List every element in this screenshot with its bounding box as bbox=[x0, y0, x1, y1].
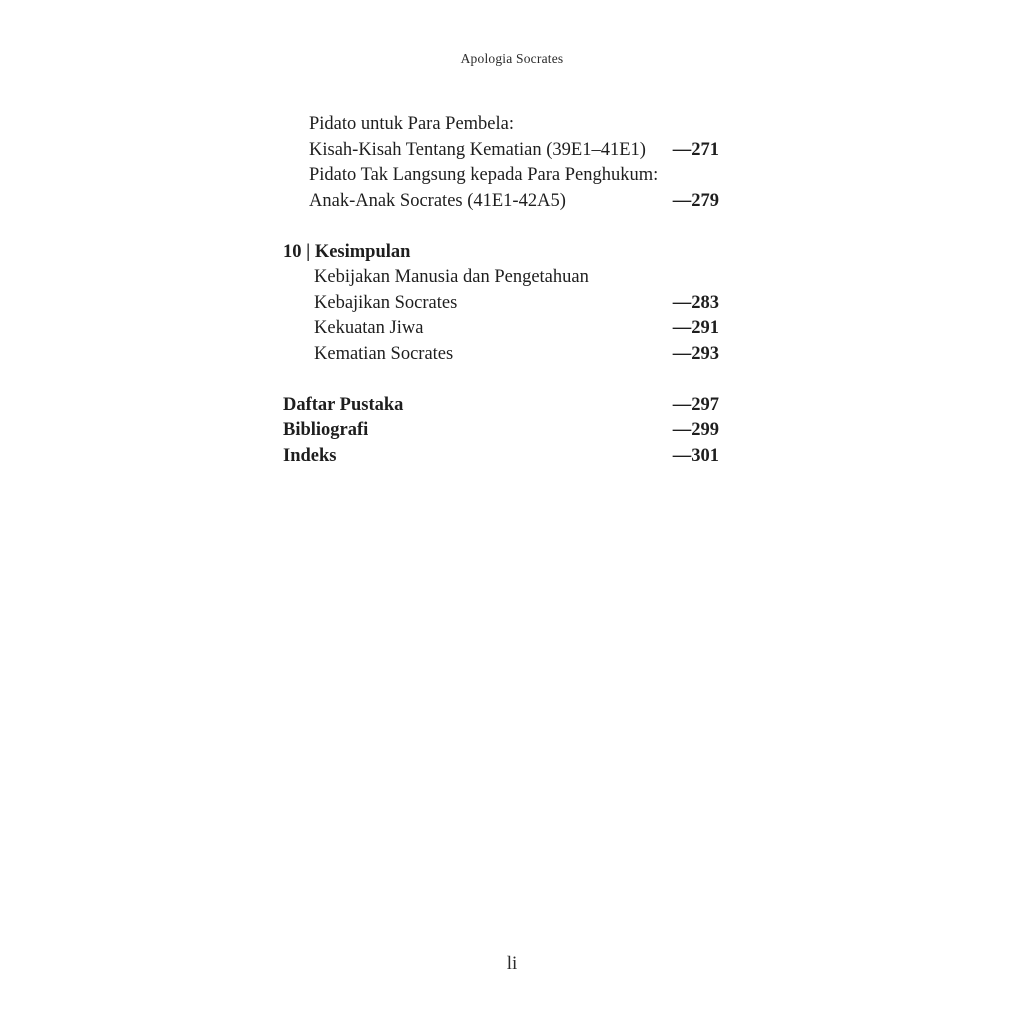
chapter-heading-title: 10 | Kesimpulan bbox=[283, 241, 411, 262]
section-spacer bbox=[283, 214, 719, 240]
section-spacer bbox=[283, 367, 719, 393]
toc-entry[interactable] bbox=[283, 316, 719, 342]
toc-entry-title: Indeks bbox=[283, 445, 337, 466]
page-number: li bbox=[506, 953, 518, 974]
toc-entry-page: —291 bbox=[672, 318, 719, 338]
toc-entry-page: —297 bbox=[672, 394, 719, 415]
toc-entry-page: —283 bbox=[672, 292, 719, 313]
toc-entry-title: Daftar Pustaka bbox=[283, 394, 404, 415]
toc-entry[interactable] bbox=[283, 265, 719, 291]
toc-entry-title: Kebajikan Socrates bbox=[314, 292, 458, 313]
toc-entry[interactable] bbox=[283, 444, 719, 470]
running-head: Apologia Socrates bbox=[460, 51, 564, 66]
toc-entry-title: Bibliografi bbox=[283, 420, 369, 440]
toc-entry[interactable] bbox=[283, 189, 719, 215]
toc-entry-title: Pidato untuk Para Pembela: bbox=[309, 114, 515, 134]
toc-entry[interactable] bbox=[283, 138, 719, 164]
table-of-contents bbox=[283, 112, 719, 469]
toc-entry[interactable] bbox=[283, 418, 719, 444]
toc-entry[interactable] bbox=[283, 393, 719, 419]
toc-entry[interactable] bbox=[283, 112, 719, 138]
toc-entry-title: Pidato Tak Langsung kepada Para Penghukum: bbox=[309, 165, 659, 185]
toc-entry-title: Kematian Socrates bbox=[314, 343, 454, 364]
toc-entry[interactable] bbox=[283, 163, 719, 189]
toc-entry-title: Kekuatan Jiwa bbox=[314, 318, 424, 338]
toc-entry-title: Kebijakan Manusia dan Pengetahuan bbox=[314, 267, 589, 287]
toc-entry-title: Anak-Anak Socrates (41E1-42A5) bbox=[309, 190, 566, 211]
toc-entry-page: —301 bbox=[672, 445, 719, 466]
toc-entry[interactable] bbox=[283, 291, 719, 317]
toc-entry-title: Kisah-Kisah Tentang Kematian (39E1–41E1) bbox=[309, 139, 646, 160]
chapter-heading[interactable] bbox=[283, 240, 719, 266]
toc-entry-page: —279 bbox=[672, 190, 719, 211]
toc-entry-page: —299 bbox=[672, 420, 719, 440]
toc-entry[interactable] bbox=[283, 342, 719, 368]
toc-entry-page: —271 bbox=[672, 139, 719, 160]
toc-entry-page: —293 bbox=[672, 343, 719, 364]
